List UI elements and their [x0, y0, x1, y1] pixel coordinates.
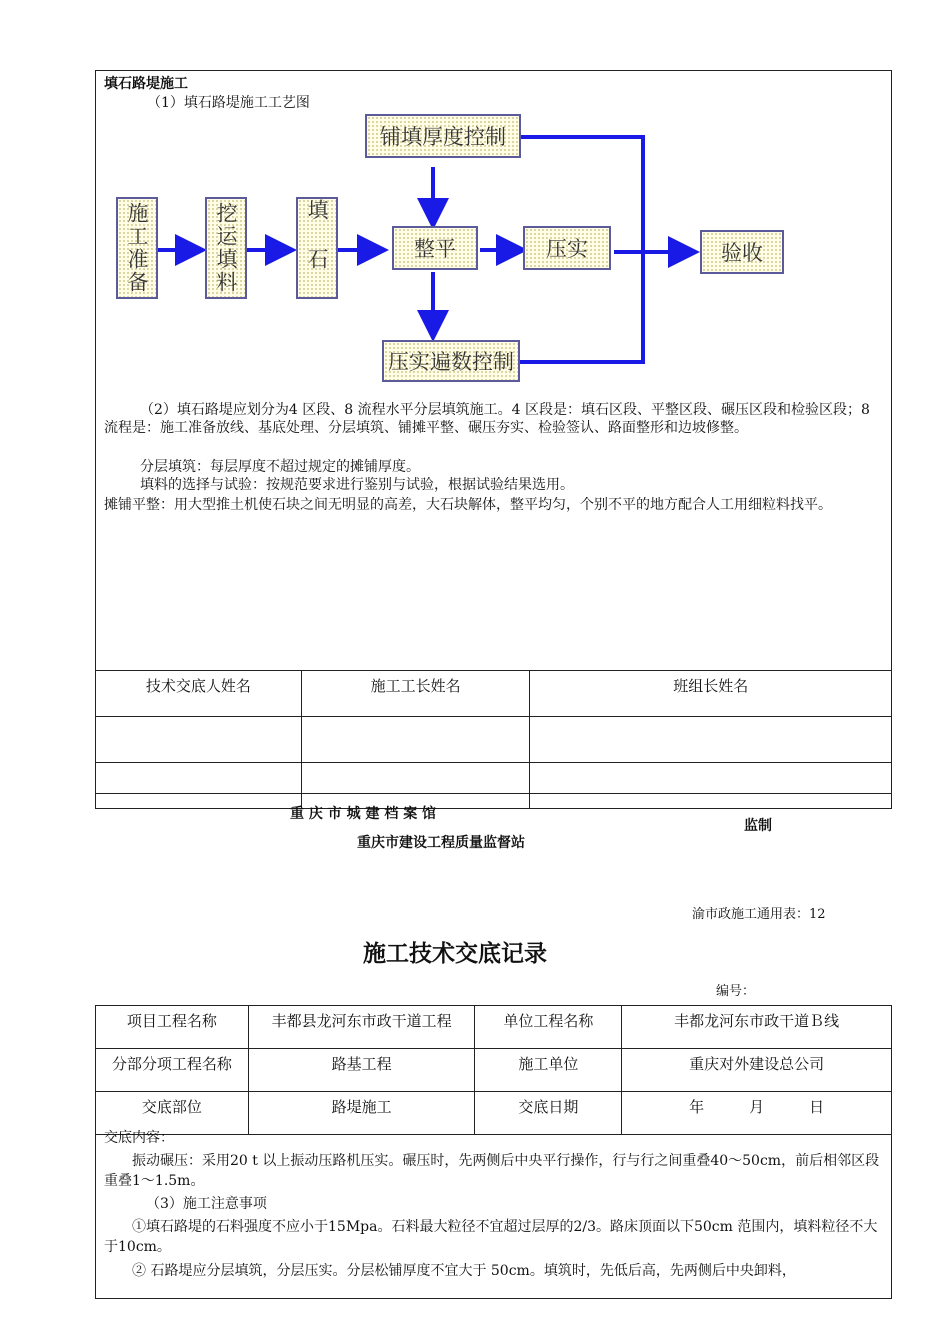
node-compact [523, 226, 611, 270]
footer-station: 重庆市建设工程质量监督站 [357, 835, 525, 851]
info-value: 路基工程 [248, 1049, 475, 1092]
signature-cell[interactable] [301, 763, 530, 809]
info-row [96, 1049, 892, 1092]
paragraph-layering: 分层填筑：每层厚度不超过规定的摊铺厚度。 [140, 459, 420, 475]
signature-header: 班组长姓名 [530, 671, 892, 717]
diagram-caption: （1）填石路堤施工工艺图 [147, 95, 310, 111]
node-level-label: 整平 [414, 237, 456, 261]
signature-header: 施工工长姓名 [301, 671, 530, 717]
content-paragraph: （3）施工注意事项 [146, 1196, 267, 1212]
signature-header-row [96, 671, 892, 717]
paragraph-leveling: 摊铺平整：用大型推土机使石块之间无明显的高差，大石块解体，整平均匀，个别不平的地方配合人工用细粒料找平。 [104, 497, 832, 513]
signature-cell[interactable] [96, 717, 302, 763]
info-label: 项目工程名称 [96, 1006, 249, 1049]
info-table [95, 1005, 892, 1135]
content-label: 交底内容： [104, 1130, 174, 1146]
section-title: 填石路堤施工 [104, 76, 188, 92]
node-passes [382, 340, 520, 382]
node-accept-label: 验收 [721, 241, 763, 265]
form-code: 渝市政施工通用表：12 [692, 907, 826, 922]
node-compact-label: 压实 [546, 237, 588, 261]
node-prep [116, 197, 158, 299]
signature-cell[interactable] [301, 717, 530, 763]
node-prep-label: 施工准备 [125, 202, 149, 294]
paragraph-material: 填料的选择与试验：按规范要求进行鉴别与试验，根据试验结果选用。 [140, 477, 574, 493]
signature-header: 技术交底人姓名 [96, 671, 302, 717]
node-dig [205, 197, 247, 299]
node-thickness-label: 铺填厚度控制 [380, 125, 506, 149]
info-value: 丰都龙河东市政干道Ｂ线 [622, 1006, 892, 1049]
signature-cell[interactable] [530, 763, 892, 809]
node-level [392, 226, 478, 270]
info-label: 交底日期 [475, 1092, 622, 1135]
signature-table [95, 670, 892, 809]
info-value: 丰都县龙河东市政干道工程 [248, 1006, 475, 1049]
paragraph-zones: （2）填石路堤应划分为4 区段、8 流程水平分层填筑施工。4 区段是：填石区段、平整区段、碾压区段和检验区段；8 流程是：施工准备放线、基底处理、分层填筑、铺摊平整、碾压夯实、检验签认、路面整形和边坡修整。 [104, 402, 870, 436]
signature-row [96, 763, 892, 809]
node-accept [700, 230, 784, 274]
content-paragraph: ② 石路堤应分层填筑，分层压实。分层松铺厚度不宜大于 50cm。填筑时，先低后高，先两侧后中央卸料， [132, 1263, 796, 1279]
node-thickness [365, 114, 521, 158]
info-label: 分部分项工程名称 [96, 1049, 249, 1092]
document-title: 施工技术交底记录 [363, 941, 547, 967]
info-value: 重庆对外建设总公司 [622, 1049, 892, 1092]
footer-supervised: 监制 [744, 818, 772, 834]
node-dig-label: 挖运填料 [214, 202, 238, 294]
signature-cell[interactable] [530, 717, 892, 763]
content-paragraph: ①填石路堤的石料强度不应小于15Mpa。石料最大粒径不宜超过层厚的2/3。路床顶面以下50cm 范围内，填料粒径不大于10cm。 [104, 1219, 878, 1255]
content-paragraph: 振动碾压：采用20 t 以上振动压路机压实。碾压时，先两侧后中央平行操作，行与行之间重叠40～50cm，前后相邻区段重叠1～1.5m。 [104, 1153, 880, 1189]
info-label: 单位工程名称 [475, 1006, 622, 1049]
node-passes-label: 压实遍数控制 [388, 350, 514, 374]
info-row [96, 1006, 892, 1049]
info-label: 施工单位 [475, 1049, 622, 1092]
info-label: 交底部位 [96, 1092, 249, 1135]
signature-cell[interactable] [96, 763, 302, 809]
signature-row [96, 717, 892, 763]
info-value: 路堤施工 [248, 1092, 475, 1135]
node-fill [296, 197, 338, 299]
info-value: 年 月 日 [622, 1092, 892, 1135]
document-number-label: 编号： [716, 984, 756, 999]
footer-archive: 重 庆 市 城 建 档 案 馆 [290, 806, 437, 822]
node-fill-label: 填石 [305, 199, 329, 297]
